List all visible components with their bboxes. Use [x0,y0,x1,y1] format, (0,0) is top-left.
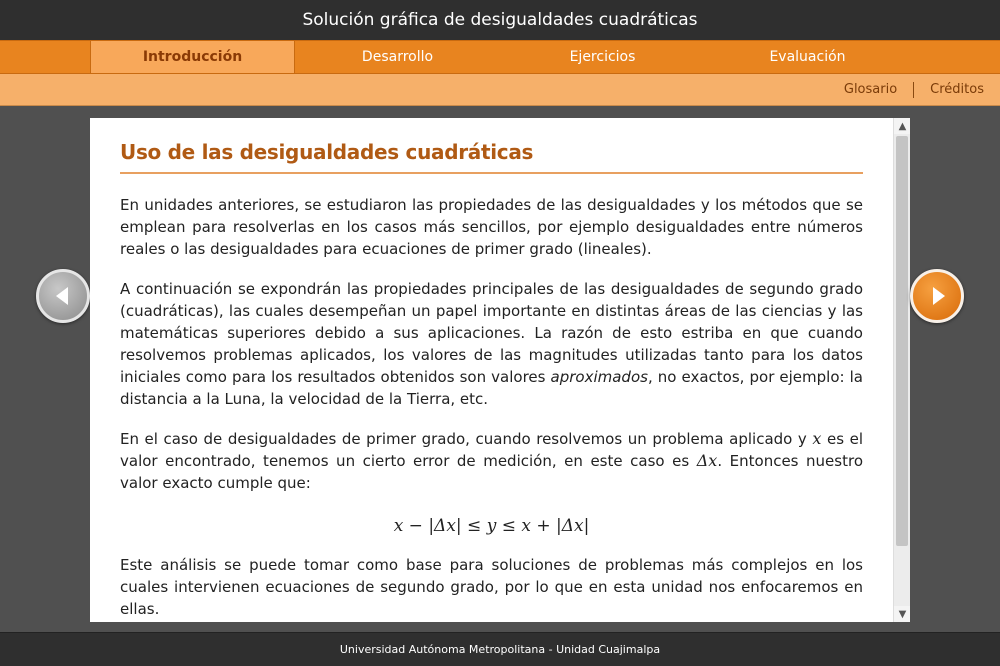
previous-page-button[interactable] [36,269,90,323]
variable-x: x [812,429,822,448]
tab-evaluacion[interactable]: Evaluación [769,49,846,65]
app-title-bar [0,0,1000,40]
arrow-right-icon [933,287,945,305]
scrollbar-thumb[interactable] [896,136,908,546]
variable-delta-x: Δx [696,451,718,470]
glossary-link[interactable]: Glosario [843,82,898,97]
content-panel [90,118,910,622]
subnav-divider [913,82,914,98]
paragraph-2 [120,278,863,410]
paragraph-2-emphasis: aproximados [550,368,648,386]
secondary-nav [0,74,1000,106]
next-page-button[interactable] [910,269,964,323]
page-title: Uso de las desigualdades cuadráticas [120,140,863,174]
paragraph-2-text-a: A continuación se expondrán las propiedades principales de las desigualdades de segundo grado (cuadráticas), las cuales desempeñan un papel importante en distintas áreas de las ciencias y las matemáticas superiores debido a sus aplicaciones. La razón de esto estriba en que cuando resolvemos problemas aplicados, los valores de las magnitudes utilizadas tanto para los datos iniciales como para los resultados obtenidos son valores [120,280,863,386]
paragraph-1: En unidades anteriores, se estudiaron las propiedades de las desigualdades y los métodos que se emplean para resolverlas en los casos más sencillos, por ejemplo desigualdades entre números reales o las desigualdades para ecuaciones de primer grado (lineales). [120,196,863,258]
credits-link[interactable]: Créditos [930,82,984,97]
paragraph-3-text-c: . Entonces nuestro valor exacto cumple que: [120,452,863,492]
content-body [120,140,863,620]
arrow-left-icon [56,287,68,305]
paragraph-2-text-b: , no exactos, por ejemplo: la distancia a la Luna, la velocidad de la Tierra, etc. [120,368,863,408]
app-title: Solución gráfica de desigualdades cuadráticas [302,10,698,30]
main-nav [0,40,1000,74]
content-stage [0,106,1000,632]
nav-spacer [0,41,90,73]
paragraph-3 [120,428,863,494]
footer-text: Universidad Autónoma Metropolitana - Unidad Cuajimalpa [339,643,661,656]
tab-introduccion[interactable]: Introducción [90,41,295,73]
inequality-formula: x − |Δx| ≤ y ≤ x + |Δx| [393,516,590,536]
tab-ejercicios[interactable]: Ejercicios [569,49,636,65]
scroll-down-icon[interactable]: ▼ [894,606,910,622]
paragraph-4: Este análisis se puede tomar como base para soluciones de problemas más complejos en los cuales intervienen ecuaciones de segundo grado, por lo que en esta unidad nos enfocaremos en ellas. [120,556,863,618]
tab-desarrollo[interactable]: Desarrollo [361,49,434,65]
scroll-up-icon[interactable]: ▲ [894,118,910,134]
paragraph-3-text-b: es el valor encontrado, tenemos un cierto error de medición, en este caso es [120,430,863,470]
footer [0,632,1000,666]
content-scrollbar[interactable] [893,118,910,622]
paragraph-3-text-a: En el caso de desigualdades de primer grado, cuando resolvemos un problema aplicado y [120,430,813,448]
